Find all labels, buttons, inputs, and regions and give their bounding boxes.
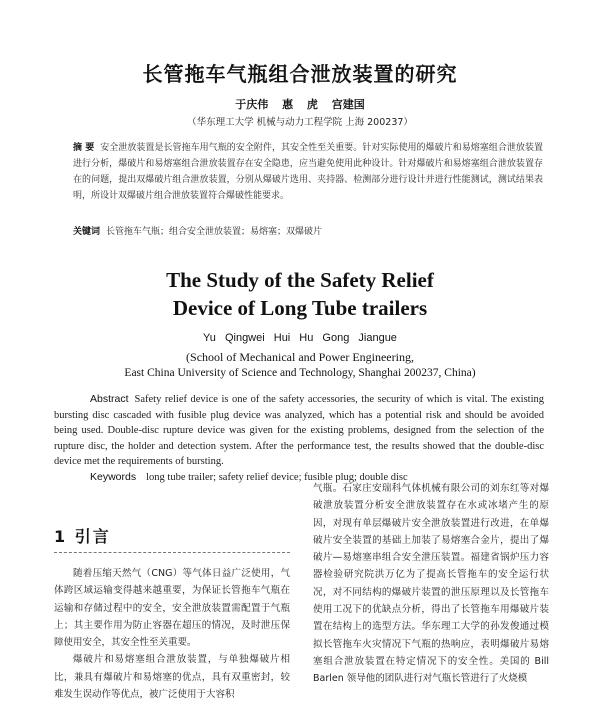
english-title-line2: Device of Long Tube trailers	[172, 296, 428, 320]
section-heading-introduction: 1 引言	[54, 527, 111, 546]
english-abstract-text: Safety relief device is one of the safety accessories, the security of which is vital. The existing bursting disc cascaded with fusible plug device was analyzed, which has a potential risk and should be avoided being used. Double-disc rupture device was given for the existing problems, designed from the selection of the rupture disc, the holder and detection system. After the performance test, the results showed that the double-disc device met the requirements of bursting.	[54, 394, 544, 467]
english-school: (School of Mechanical and Power Engineering,	[186, 350, 414, 364]
english-title	[0, 266, 600, 322]
english-keywords-text: long tube trailer; safety relief device; fusible plug; double disc	[146, 472, 408, 483]
english-university: East China University of Science and Technology, Shanghai 200237, China)	[124, 367, 476, 379]
chinese-keywords-text: 长管拖车气瓶；组合安全泄放装置；易熔塞；双爆破片	[106, 227, 323, 237]
english-title-line1: The Study of the Safety Relief	[166, 268, 434, 292]
body-paragraph: 气瓶。石家庄安瑞科气体机械有限公司的刘东红等对爆破泄放装置分析安全泄放装置存在水或冰堵产生的原因，对现有单层爆破片安全泄放装置进行改进，在单爆破片安全装置的基础上加装了易熔塞合金片，提出了爆破片—易熔塞串组合安全泄压装置。福建省锅炉压力容器检验研究院洪万亿为了提高长管拖车的安全运行状况，对不同结构的爆破片装置的泄压原理以及长管拖车使用工况下的优缺点分析，得出了长管拖车用爆破片装置在结构上的选型方法。华东理工大学的孙发俊通过模拟长管拖车火灾情况下气瓶的热响应，表明爆破片易熔塞组合泄放装置在特定情况下的安全性。美国的 Bill Barlen 领导他的团队进行对气瓶长管进行了火烧模	[313, 483, 549, 685]
chinese-abstract-label: 摘 要	[73, 143, 95, 153]
chinese-keywords-label: 关键词	[73, 227, 101, 237]
english-keywords-label: Keywords	[90, 471, 137, 483]
chinese-keywords	[73, 224, 543, 237]
chinese-authors: 于庆伟 惠 虎 宫建国	[235, 98, 365, 111]
body-paragraph: 爆破片和易熔塞组合泄放装置，与单独爆破片相比，兼具有爆破片和易熔塞的优点，具有双重密封，较难发生误动作等优点，被广泛使用于大容积	[54, 654, 290, 701]
chinese-abstract	[73, 140, 543, 204]
body-paragraph: 随着压缩天然气（CNG）等气体日益广泛使用，气体跨区域运输变得越来越重要，为保证长管拖车气瓶在运输和存储过程中的安全，安全泄放装置需配置于气瓶上；其主要作用为防止容器在超压的情况，及时泄压保障使用安全，其安全性至关重要。	[54, 568, 290, 649]
body-left-column	[54, 565, 290, 703]
chinese-title: 长管拖车气瓶组合泄放装置的研究	[142, 62, 458, 86]
english-authors: Yu Qingwei Hui Hu Gong Jiangue	[203, 332, 397, 344]
section-divider	[54, 552, 290, 553]
chinese-affiliation: （华东理工大学 机械与动力工程学院 上海 200237）	[187, 117, 413, 128]
english-abstract-label: Abstract	[90, 393, 129, 405]
body-right-column	[313, 480, 549, 688]
english-abstract	[54, 392, 544, 470]
chinese-abstract-text: 安全泄放装置是长管拖车用气瓶的安全附件，其安全性至关重要。针对实际使用的爆破片和易熔塞组合泄放装置进行分析，爆破片和易熔塞组合泄放装置存在安全隐患，应当避免使用此种设计。针对爆破片和易熔塞组合泄放装置存在的问题，提出双爆破片组合泄放装置，分别从爆破片选用、夹持器、检测部分进行设计并进行性能测试，测试结果表明，所设计双爆破片组合泄放装置符合爆破性能要求。	[73, 143, 543, 201]
